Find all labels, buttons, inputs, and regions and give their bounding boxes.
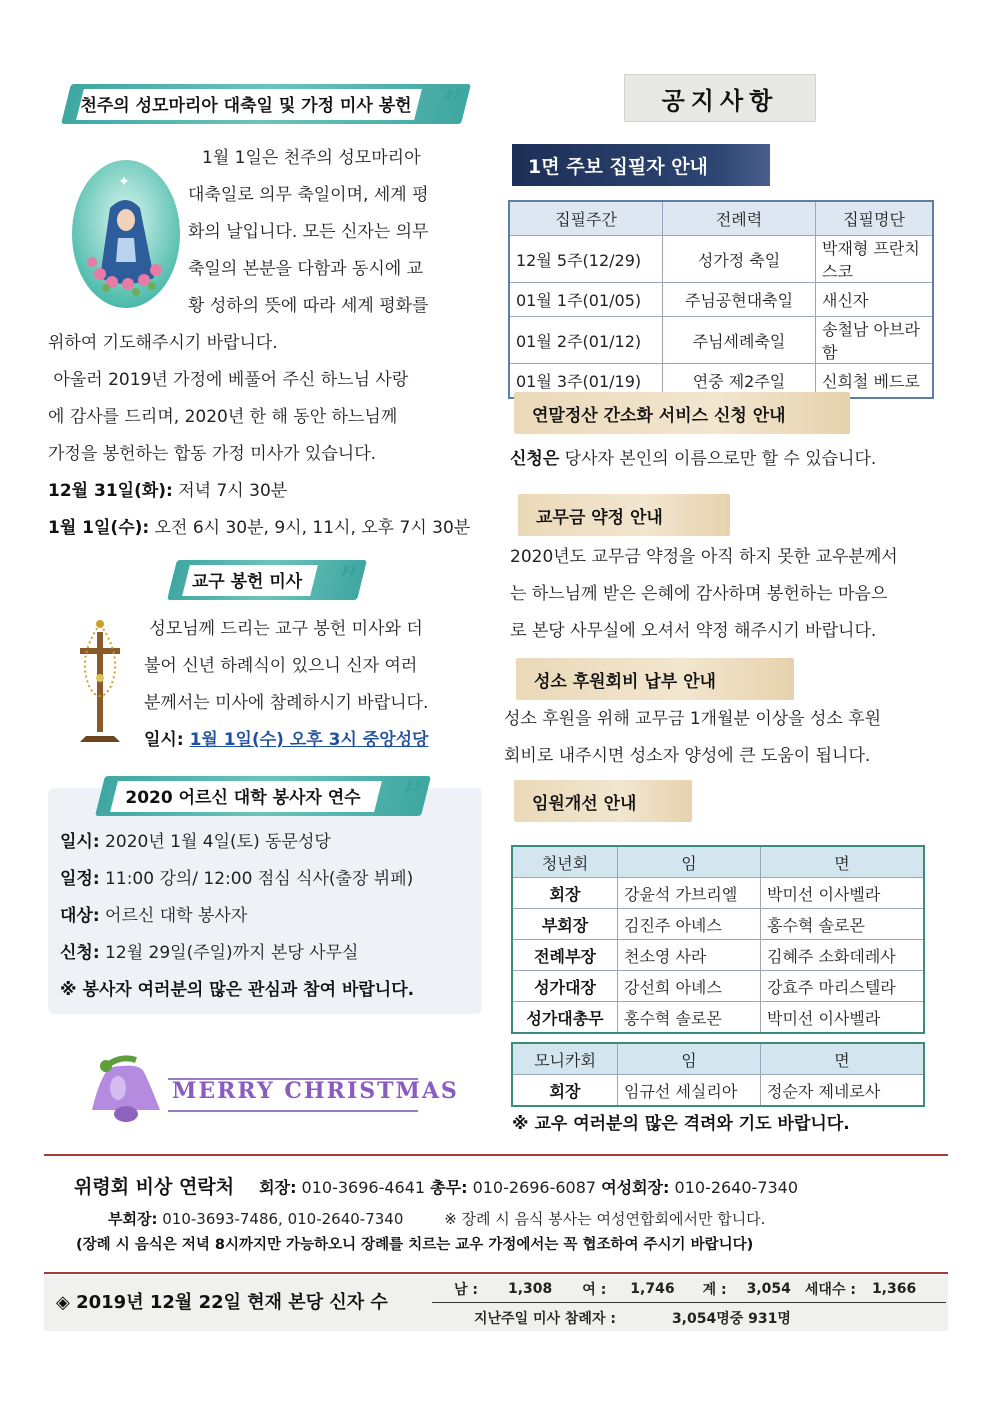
- tax-title: 연말정산 간소화 서비스 신청 안내: [514, 392, 850, 434]
- cell-week: 12월 5주(12/29): [509, 236, 663, 283]
- stat-label: 계 :: [702, 1282, 727, 1298]
- volunteer-training-details: [60, 824, 480, 1009]
- text-line: 대축일로 의무 축일이며, 세계 평: [188, 185, 429, 205]
- contact-label: 회장:: [259, 1178, 297, 1197]
- table-row: [509, 317, 933, 364]
- cell-dismissed: 박미선 이사벨라: [761, 1002, 925, 1034]
- quote-icon: ”: [339, 559, 360, 601]
- cell-appointed: 강선희 아녜스: [618, 971, 761, 1002]
- footer-divider: [44, 1154, 948, 1156]
- text-line: 회비로 내주시면 성소자 양성에 큰 도움이 됩니다.: [504, 746, 871, 766]
- rosary-cross-image: [72, 618, 128, 744]
- cell-appointed: 김진주 아녜스: [618, 909, 761, 940]
- stat-label: 세대수 :: [804, 1282, 856, 1298]
- cell-writer: 박재형 프란치스코: [816, 236, 934, 283]
- contact-label: 부회장:: [108, 1210, 158, 1228]
- stat-value: 1,746: [630, 1281, 675, 1297]
- quote-icon: ”: [403, 775, 424, 817]
- stat-label: 여 :: [582, 1282, 607, 1298]
- contact-phone: 010-2696-6087: [467, 1178, 597, 1197]
- logo-line: [168, 1078, 418, 1080]
- mary-image: [70, 158, 182, 310]
- tax-text: [510, 441, 950, 478]
- contact-label: 총무:: [430, 1178, 468, 1197]
- cell-liturgy: 성가정 축일: [663, 236, 816, 283]
- vice-contact-line: [108, 1206, 765, 1232]
- pledge-paragraph: [510, 539, 950, 650]
- detail-label: 일정:: [60, 869, 100, 889]
- text-line: 로 본당 사무실에 오셔서 약정 해주시기 바랍니다.: [510, 621, 877, 641]
- cell-appointed: 강윤석 가브리엘: [618, 878, 761, 909]
- cell-liturgy: 주님공현대축일: [663, 283, 816, 317]
- text-line: 황 성하의 뜻에 따라 세계 평화를: [188, 296, 429, 316]
- jan1-label: 1월 1일(수):: [48, 518, 150, 538]
- table-header-row: [512, 1043, 924, 1075]
- cell-role: 부회장: [512, 909, 618, 940]
- column-header: 임: [618, 846, 761, 878]
- date-value: 1월 1일(수) 오후 3시 중앙성당: [189, 730, 429, 750]
- logo-line: [168, 1110, 418, 1112]
- contact-line: [74, 1172, 798, 1203]
- table-row: [509, 283, 933, 317]
- text-line: 아울러 2019년 가정에 베풀어 주신 하느님 사랑: [48, 370, 409, 390]
- diocesan-mass-paragraph: [144, 611, 474, 759]
- date-label: 일시:: [144, 730, 190, 750]
- banner-volunteer-training: [100, 772, 426, 818]
- pledge-title: 교무금 약정 안내: [518, 494, 730, 536]
- stat-label: 남 :: [454, 1282, 478, 1298]
- merry-christmas-logo: [88, 1052, 459, 1132]
- text-line: 축일의 본분을 다함과 동시에 교: [188, 259, 424, 279]
- table-row: [512, 878, 924, 909]
- cell-appointed: 천소영 사라: [618, 940, 761, 971]
- cell-role: 성가대장: [512, 971, 618, 1002]
- volunteer-note: ※ 봉사자 여러분의 많은 관심과 참여 바랍니다.: [60, 980, 415, 1000]
- food-note: ※ 장례 시 음식 봉사는 여성연합회에서만 합니다.: [444, 1210, 766, 1228]
- cell-role: 회장: [512, 878, 618, 909]
- detail-label: 대상:: [60, 906, 100, 926]
- attendance-value: 3,054명중 931명: [671, 1311, 791, 1327]
- text-line: 2020년도 교무금 약정을 아직 하지 못한 교우분께서: [510, 547, 898, 567]
- cell-appointed: 임규선 세실리아: [618, 1075, 761, 1107]
- stats-divider: [44, 1272, 948, 1274]
- text-line: 는 하느님께 받은 은혜에 감사하며 봉헌하는 마음으: [510, 584, 888, 604]
- writers-title: 1면 주보 집필자 안내: [512, 144, 770, 186]
- stat-value: 1,308: [508, 1281, 553, 1297]
- text-line: 에 감사를 드리며, 2020년 한 해 동안 하느님께: [48, 407, 398, 427]
- column-header: 청년회: [512, 846, 618, 878]
- section-title: 교구 봉헌 미사: [191, 571, 303, 592]
- stat-value: 1,366: [871, 1281, 917, 1297]
- banner-diocesan-mass: [172, 556, 362, 602]
- contact-phone: 010-3693-7486, 010-2640-7340: [157, 1210, 404, 1228]
- contact-phone: 010-2640-7340: [669, 1178, 799, 1197]
- stats-title: ◈ 2019년 12월 22일 현재 본당 신자 수: [56, 1292, 388, 1313]
- cell-dismissed: 김혜주 소화데레사: [761, 940, 925, 971]
- table-row: [509, 236, 933, 283]
- text-line: 화의 날입니다. 모든 신자는 의무: [188, 222, 429, 242]
- detail-value: 12월 29일(주일)까지 본당 사무실: [99, 943, 359, 963]
- table-header-row: [512, 846, 924, 878]
- solemnity-paragraph-wrapped: [188, 140, 474, 325]
- text-line: 성모님께 드리는 교구 봉헌 미사와 더: [144, 619, 423, 639]
- text-line: 위하여 기도해주시기 바랍니다.: [48, 333, 278, 353]
- section-title: 천주의 성모마리아 대축일 및 가정 미사 봉헌: [80, 95, 412, 116]
- dec31-label: 12월 31일(화):: [48, 481, 173, 501]
- stats-counts-row: [432, 1276, 946, 1303]
- column-header: 집필주간: [509, 201, 663, 236]
- monica-officers-table: [511, 1042, 925, 1107]
- text-line: 성소 후원을 위해 교무금 1개월분 이상을 성소 후원: [504, 709, 882, 729]
- text-line: 1월 1일은 천주의 성모마리아: [202, 148, 421, 168]
- detail-label: 신청:: [60, 943, 100, 963]
- writers-table: [508, 200, 934, 399]
- cell-week: 01월 1주(01/05): [509, 283, 663, 317]
- column-header: 임: [618, 1043, 761, 1075]
- cell-role: 회장: [512, 1075, 618, 1107]
- column-header: 전례력: [663, 201, 816, 236]
- banner-solemnity: [66, 80, 466, 126]
- table-header-row: [509, 201, 933, 236]
- detail-label: 일시:: [60, 832, 100, 852]
- merry-christmas-text: MERRY CHRISTMAS: [172, 1078, 459, 1104]
- detail-value: 어르신 대학 봉사자: [99, 906, 248, 926]
- text-line: 가정을 봉헌하는 합동 가정 미사가 있습니다.: [48, 444, 377, 464]
- quote-icon: ”: [443, 83, 464, 125]
- section-title: 2020 어르신 대학 봉사자 연수: [125, 787, 361, 808]
- officers-note: ※ 교우 여러분의 많은 격려와 기도 바랍니다.: [512, 1114, 850, 1134]
- column-header: 모니카회: [512, 1043, 618, 1075]
- bell-icon: [88, 1052, 178, 1132]
- column-header: 집필명단: [816, 201, 934, 236]
- jan1-value: 오전 6시 30분, 9시, 11시, 오후 7시 30분: [149, 518, 471, 538]
- detail-value: 11:00 강의/ 12:00 점심 식사(출장 뷔페): [99, 869, 414, 889]
- stat-value: 3,054: [746, 1281, 791, 1297]
- notice-title: 공지사항: [624, 74, 816, 122]
- cell-role: 전례부장: [512, 940, 618, 971]
- column-header: 면: [761, 1043, 925, 1075]
- cell-dismissed: 박미선 이사벨라: [761, 878, 925, 909]
- contact-label: 여성회장:: [601, 1178, 670, 1197]
- column-header: 면: [761, 846, 925, 878]
- table-row: [512, 1002, 924, 1034]
- cell-dismissed: 정순자 제네로사: [761, 1075, 925, 1107]
- table-row: [512, 909, 924, 940]
- cell-writer: 신희철 베드로: [816, 364, 934, 399]
- table-row: [512, 940, 924, 971]
- text-line: 불어 신년 하례식이 있으니 신자 여러: [144, 656, 418, 676]
- cell-liturgy: 연중 제2주일: [663, 364, 816, 399]
- cell-writer: 새신자: [816, 283, 934, 317]
- cell-role: 성가대총무: [512, 1002, 618, 1034]
- attendance-row: [474, 1306, 791, 1330]
- contact-title: 위령회 비상 연락처: [74, 1176, 235, 1198]
- contact-phone: 010-3696-4641: [296, 1178, 426, 1197]
- youth-officers-table: [511, 845, 925, 1034]
- cell-dismissed: 강효주 마리스텔라: [761, 971, 925, 1002]
- seminary-paragraph: [504, 701, 950, 775]
- solemnity-paragraph: [48, 325, 478, 547]
- seminary-title: 성소 후원회비 납부 안내: [516, 658, 794, 700]
- cell-week: 01월 3주(01/19): [509, 364, 663, 399]
- cell-writer: 송철남 아브라함: [816, 317, 934, 364]
- table-row: [512, 971, 924, 1002]
- text-line: 분께서는 미사에 참례하시기 바랍니다.: [144, 693, 429, 713]
- attendance-label: 지난주일 미사 참례자 :: [474, 1311, 616, 1327]
- officers-title: 임원개선 안내: [514, 780, 692, 822]
- detail-value: 2020년 1월 4일(토) 동문성당: [99, 832, 331, 852]
- tax-value: 당사자 본인의 이름으로만 할 수 있습니다.: [559, 449, 877, 469]
- table-row: [512, 1075, 924, 1107]
- cell-dismissed: 홍수혁 솔로몬: [761, 909, 925, 940]
- cell-appointed: 홍수혁 솔로몬: [618, 1002, 761, 1034]
- tax-label: 신청은: [510, 449, 560, 469]
- dec31-value: 저녁 7시 30분: [172, 481, 288, 501]
- cell-week: 01월 2주(01/12): [509, 317, 663, 364]
- food-note-detail: (장례 시 음식은 저녁 8시까지만 가능하오니 장례를 치르는 교우 가정에서는 꼭 협조하여 주시기 바랍니다): [76, 1237, 754, 1253]
- cell-liturgy: 주님세례축일: [663, 317, 816, 364]
- svg-text:✦: ✦: [118, 174, 130, 190]
